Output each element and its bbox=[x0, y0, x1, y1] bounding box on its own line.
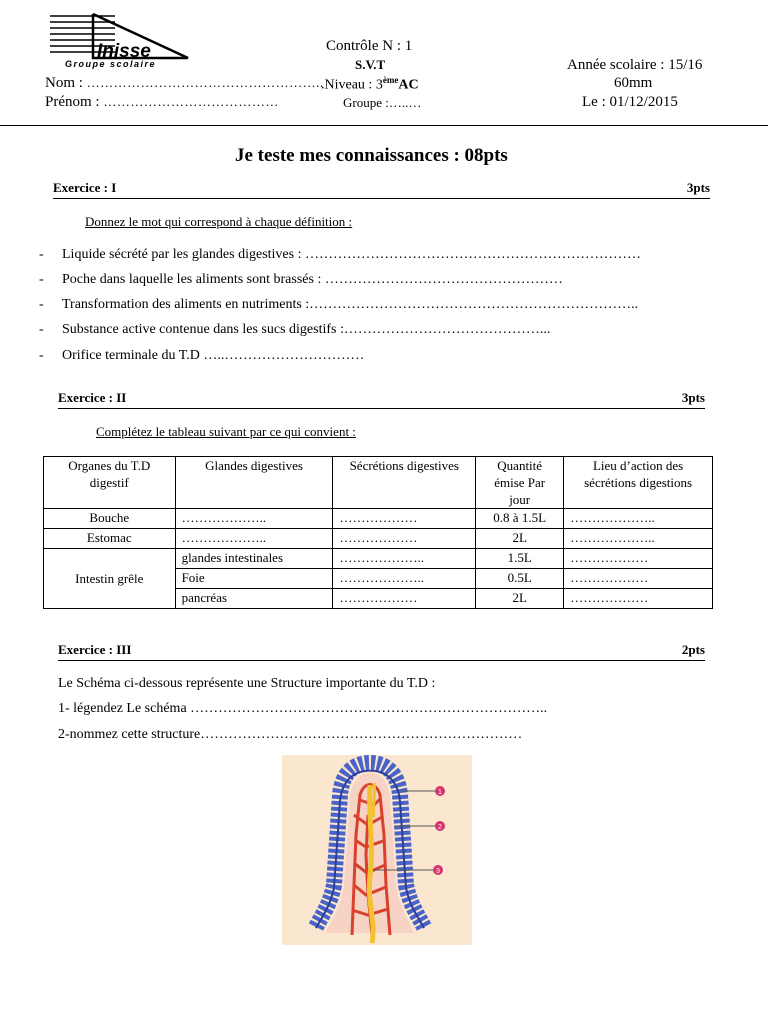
definition-item: Liquide sécrété par les glandes digestives : ……………………………………………………………… bbox=[62, 247, 641, 262]
gland-cell: pancréas bbox=[175, 589, 333, 609]
secretion-cell[interactable]: ……………….. bbox=[333, 549, 476, 569]
svg-text:1: 1 bbox=[438, 789, 442, 796]
header-divider bbox=[0, 125, 768, 126]
exercise-3-intro: Le Schéma ci-dessous représente une Structure importante du T.D : bbox=[58, 676, 436, 691]
exercise-1-header: Exercice : I 3pts bbox=[53, 180, 710, 199]
table-row bbox=[44, 529, 713, 549]
main-title: Je teste mes connaissances : 08pts bbox=[235, 145, 508, 166]
header-cell: Glandes digestives bbox=[175, 457, 333, 509]
nom-field: Nom : …………………………………………….. bbox=[45, 75, 324, 91]
bullet: - bbox=[39, 297, 44, 312]
header-cell: Lieu d’action des sécrétions digestions bbox=[564, 457, 713, 509]
header-cell: Sécrétions digestives bbox=[333, 457, 476, 509]
quantity-cell: 2L bbox=[476, 529, 564, 549]
quantity-cell: 1.5L bbox=[476, 549, 564, 569]
svg-text:3: 3 bbox=[436, 868, 440, 875]
secretion-cell[interactable]: ……………… bbox=[333, 529, 476, 549]
gland-cell[interactable]: ……………….. bbox=[175, 529, 333, 549]
gland-cell: glandes intestinales bbox=[175, 549, 333, 569]
definition-item: Transformation des aliments en nutriments :…………………………………………………………….. bbox=[62, 297, 639, 312]
exercise-3-question-2: 2-nommez cette structure…………………………………………………………… bbox=[58, 727, 523, 742]
villus-diagram bbox=[282, 755, 472, 945]
niveau: .Niveau : 3èmeAC bbox=[321, 75, 419, 93]
bullet: - bbox=[39, 247, 44, 262]
controle-number: Contrôle N : 1 bbox=[326, 38, 413, 54]
bullet: - bbox=[39, 322, 44, 337]
gland-cell[interactable]: ……………….. bbox=[175, 509, 333, 529]
lymph-vessel-branch bbox=[373, 783, 374, 817]
exercise-3-header: Exercice : III 2pts bbox=[58, 642, 705, 661]
bullet: - bbox=[39, 272, 44, 287]
lieu-cell[interactable]: ……………….. bbox=[564, 509, 713, 529]
gland-cell: Foie bbox=[175, 569, 333, 589]
subject: S.V.T bbox=[355, 57, 386, 72]
svg-text:Groupe scolaire: Groupe scolaire bbox=[65, 59, 157, 69]
digestion-table bbox=[43, 456, 713, 609]
header-cell: Quantité émise Par jour bbox=[476, 457, 564, 509]
organ-cell: Bouche bbox=[44, 509, 176, 529]
prenom-field: Prénom : ………………………………… bbox=[45, 94, 279, 110]
secretion-cell[interactable]: ……………… bbox=[333, 509, 476, 529]
quantity-cell: 0.8 à 1.5L bbox=[476, 509, 564, 529]
header-cell: Organes du T.D digestif bbox=[44, 457, 176, 509]
annee-scolaire: Année scolaire : 15/16 bbox=[567, 57, 703, 73]
lieu-cell[interactable]: ……………… bbox=[564, 589, 713, 609]
table-header-row bbox=[44, 457, 713, 509]
quantity-cell: 0.5L bbox=[476, 569, 564, 589]
bullet: - bbox=[39, 348, 44, 363]
secretion-cell[interactable]: ……………… bbox=[333, 589, 476, 609]
quantity-cell: 2L bbox=[476, 589, 564, 609]
lieu-cell[interactable]: ……………… bbox=[564, 569, 713, 589]
groupe: Groupe :…..… bbox=[343, 95, 422, 110]
organ-cell: Estomac bbox=[44, 529, 176, 549]
exercise-1-instruction: Donnez le mot qui correspond à chaque définition : bbox=[85, 214, 353, 229]
table-row bbox=[44, 549, 713, 569]
svg-text:2: 2 bbox=[438, 824, 442, 831]
exercise-2-instruction: Complétez le tableau suivant par ce qui convient : bbox=[96, 424, 356, 439]
svg-text:Inisse: Inisse bbox=[97, 41, 151, 62]
definition-item: Substance active contenue dans les sucs digestifs :……………………………………... bbox=[62, 322, 551, 337]
exercise-2-header: Exercice : II 3pts bbox=[58, 390, 705, 409]
school-logo bbox=[45, 12, 195, 74]
lieu-cell[interactable]: ……………… bbox=[564, 549, 713, 569]
exercise-3-question-1: 1- légendez Le schéma ………………………………………………………………….. bbox=[58, 701, 548, 716]
definition-item: Orifice terminale du T.D …..………………………… bbox=[62, 348, 365, 363]
definition-item: Poche dans laquelle les aliments sont brassés : …………………………………………… bbox=[62, 272, 563, 287]
secretion-cell[interactable]: ……………….. bbox=[333, 569, 476, 589]
duree: 60mm bbox=[614, 75, 653, 91]
date: Le : 01/12/2015 bbox=[582, 94, 678, 110]
organ-cell: Intestin grêle bbox=[44, 549, 176, 609]
table-row bbox=[44, 509, 713, 529]
lieu-cell[interactable]: ……………….. bbox=[564, 529, 713, 549]
